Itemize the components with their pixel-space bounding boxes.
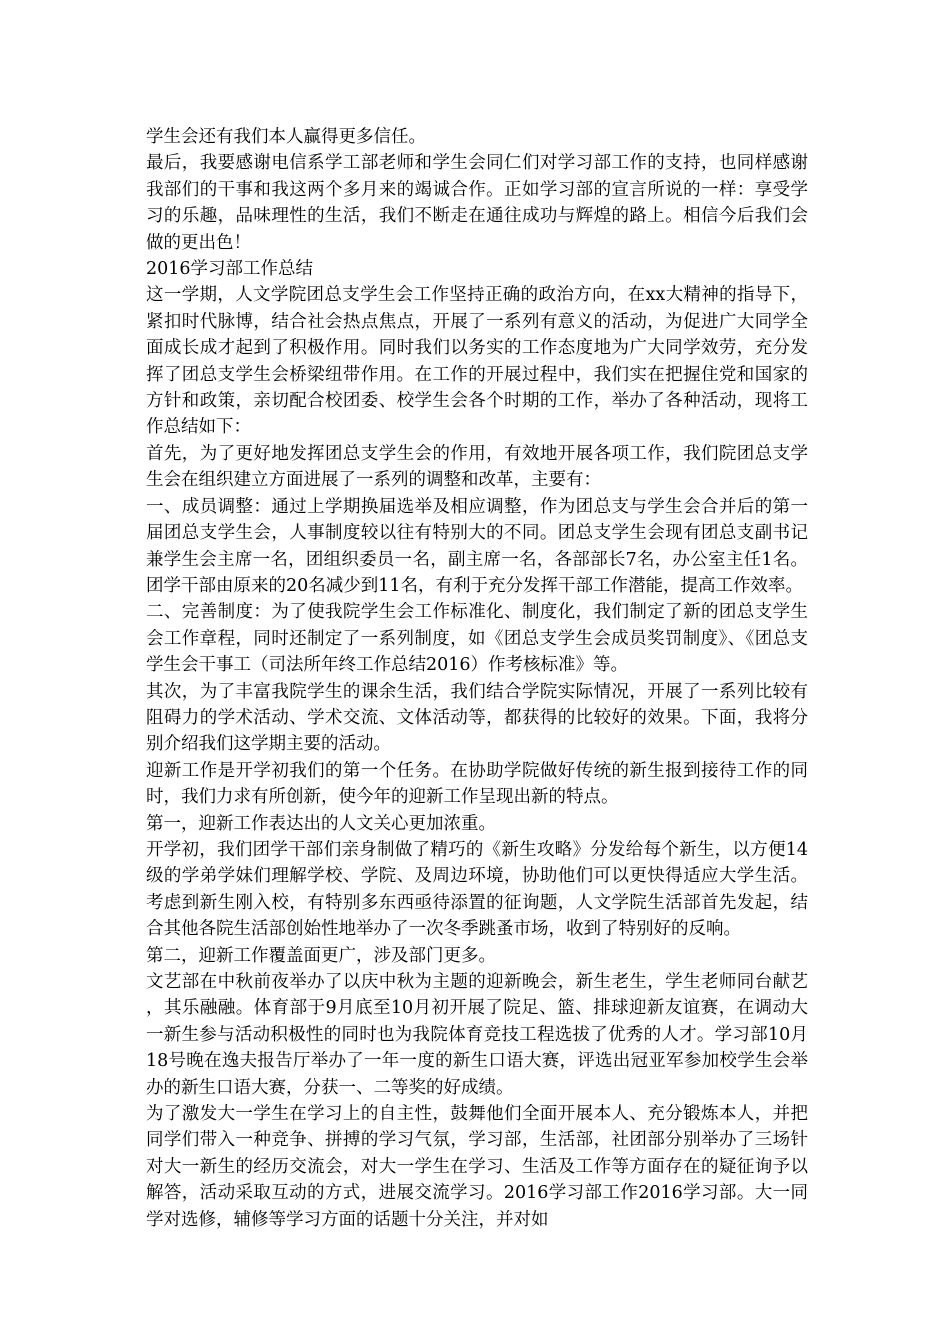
paragraph-4: 首先，为了更好地发挥团总支学生会的作用，有效地开展各项工作，我们院团总支学生会在组织建立方面进展了一系列的调整和改革，主要有： xyxy=(146,443,808,491)
paragraph-10: 开学初，我们团学干部们亲身制做了精巧的《新生攻略》分发给每个新生，以方便14级的学弟学妹们理解学校、学院、及周边环境，协助他们可以更快得适应大学生活。考虑到新生刚入校，有特别多东西亟待添置的征询题，人文学院生活部首先发起，结合其他各院生活部创始性地举办了一次冬季跳蚤市场，收到了特别好的反响。 xyxy=(146,839,808,940)
paragraph-13: 为了激发大一学生在学习上的自主性，鼓舞他们全面开展本人、充分锻炼本人，并把同学们带入一种竞争、拼搏的学习气氛，学习部，生活部，社团部分别举办了三场针对大一新生的经历交流会，对大一学生在学习、生活及工作等方面存在的疑征询予以解答，活动采取互动的方式，进展交流学习。2016学习部工作2016学习部。大一同学对选修，辅修等学习方面的话题十分关注，并对如 xyxy=(146,1104,808,1230)
paragraph-6: 二、完善制度：为了使我院学生会工作标准化、制度化，我们制定了新的团总支学生会工作章程，同时还制定了一系列制度，如《团总支学生会成员奖罚制度》、《团总支学生会干事工（司法所年终工作总结2016）作考核标准》等。 xyxy=(146,602,808,676)
paragraph-2: 最后，我要感谢电信系学工部老师和学生会同仁们对学习部工作的支持，也同样感谢我部们的干事和我这两个多月来的竭诚合作。正如学习部的宣言所说的一样：享受学习的乐趣，品味理性的生活，我们不断走在通往成功与辉煌的路上。相信今后我们会做的更出色！ xyxy=(146,153,808,253)
paragraph-8: 迎新工作是开学初我们的第一个任务。在协助学院做好传统的新生报到接待工作的同时，我们力求有所创新，使今年的迎新工作呈现出新的特点。 xyxy=(146,760,808,808)
paragraph-5: 一、成员调整：通过上学期换届选举及相应调整，作为团总支与学生会合并后的第一届团总支学生会，人事制度较以往有特别大的不同。团总支学生会现有团总支副书记兼学生会主席一名，团组织委员一名，副主席一名，各部部长7名，办公室主任1名。团学干部由原来的20名减少到11名，有利于充分发挥干部工作潜能，提高工作效率。 xyxy=(146,496,808,596)
paragraph-7: 其次，为了丰富我院学生的课余生活，我们结合学院实际情况，开展了一系列比较有阻碍力的学术活动、学术交流、文体活动等，都获得的比较好的效果。下面，我将分别介绍我们这学期主要的活动。 xyxy=(146,681,808,755)
paragraph-3: 这一学期，人文学院团总支学生会工作坚持正确的政治方向，在xx大精神的指导下，紧扣时代脉博，结合社会热点焦点，开展了一系列有意义的活动，为促进广大同学全面成长成才起到了积极作用。同时我们以务实的工作态度地为广大同学效劳，充分发挥了团总支学生会桥梁纽带作用。在工作的开展过程中，我们实在把握住党和国家的方针和政策，亲切配合校团委、校学生会各个时期的工作，举办了各种活动，现将工作总结如下： xyxy=(146,285,808,438)
section-heading: 2016学习部工作总结 xyxy=(146,259,314,280)
document-body xyxy=(146,124,808,1233)
paragraph-11: 第二，迎新工作覆盖面更广，涉及部门更多。 xyxy=(146,945,496,966)
paragraph-1: 学生会还有我们本人赢得更多信任。 xyxy=(146,127,426,147)
paragraph-9: 第一，迎新工作表达出的人文关心更加浓重。 xyxy=(146,813,496,834)
paragraph-12: 文艺部在中秋前夜举办了以庆中秋为主题的迎新晚会，新生老生，学生老师同台献艺，其乐融融。体育部于9月底至10月初开展了院足、篮、排球迎新友谊赛，在调动大一新生参与活动积极性的同时也为我院体育竞技工程选拔了优秀的人才。学习部10月18号晚在逸夫报告厅举办了一年一度的新生口语大赛，评选出冠亚军参加校学生会举办的新生口语大赛，分获一、二等奖的好成绩。 xyxy=(146,972,808,1098)
